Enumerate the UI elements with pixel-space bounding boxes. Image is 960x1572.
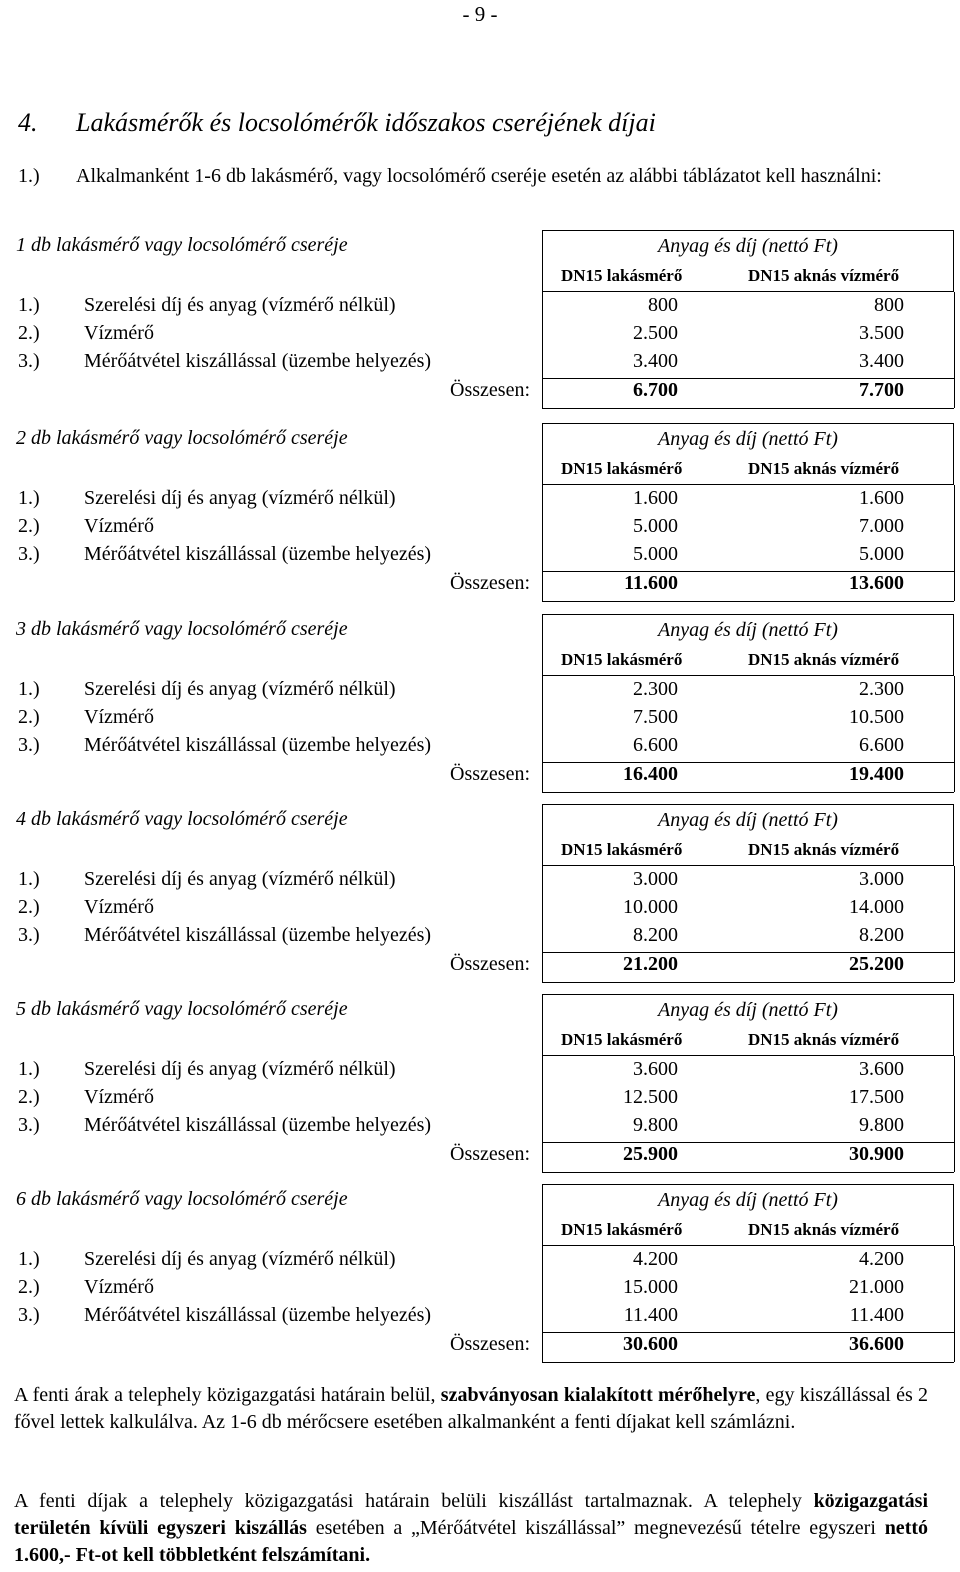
group-header: Anyag és díj (nettó Ft) [658,809,838,831]
table-header-box [542,423,954,485]
value-lakasmero: 15.000 [623,1276,678,1298]
table-row [12,1114,956,1142]
section-title: Lakásmérők és locsolómérők időszakos cseréjének díjai [76,108,656,137]
value-lakasmero: 2.300 [633,678,678,700]
table-header-box [542,230,954,292]
value-aknas-vizmero: 11.400 [849,1304,904,1326]
total-label: Összesen: [450,572,530,594]
col-header-aknas-vizmero: DN15 aknás vízmérő [748,459,900,478]
row-label: Szerelési díj és anyag (vízmérő nélkül) [84,487,396,509]
col-header-aknas-vizmero: DN15 aknás vízmérő [748,1220,900,1239]
group-header: Anyag és díj (nettó Ft) [658,1189,838,1211]
value-lakasmero: 5.000 [633,515,678,537]
row-label: Vízmérő [84,1276,154,1298]
col-header-aknas-vizmero: DN15 aknás vízmérő [748,840,900,859]
total-row [12,763,956,791]
price-table-1 [12,230,956,410]
value-lakasmero: 5.000 [633,543,678,565]
row-label: Szerelési díj és anyag (vízmérő nélkül) [84,294,396,316]
value-aknas-vizmero: 7.000 [859,515,904,537]
row-number: 3.) [18,924,40,946]
total-aknas-vizmero: 30.900 [849,1143,904,1165]
note2-text-c: esetében a „Mérőátvétel kiszállással” megnevezésű tételre egyszeri [306,1517,885,1539]
value-aknas-vizmero: 3.500 [859,322,904,344]
col-header-lakasmero: DN15 lakásmérő [561,266,683,285]
col-header-aknas-vizmero: DN15 aknás vízmérő [748,1030,900,1049]
table-row [12,1304,956,1332]
table-row [12,678,956,706]
price-table-5 [12,994,956,1174]
value-aknas-vizmero: 8.200 [859,924,904,946]
row-number: 2.) [18,322,40,344]
price-table-6 [12,1184,956,1364]
value-aknas-vizmero: 21.000 [849,1276,904,1298]
col-header-lakasmero: DN15 lakásmérő [561,650,683,669]
row-label: Vízmérő [84,1086,154,1108]
price-table-2 [12,423,956,603]
group-header: Anyag és díj (nettó Ft) [658,999,838,1021]
table-title: 4 db lakásmérő vagy locsolómérő cseréje [16,808,348,830]
row-label: Vízmérő [84,706,154,728]
table-header-box [542,1184,954,1246]
total-aknas-vizmero: 36.600 [849,1333,904,1355]
price-table-4 [12,804,956,984]
col-header-lakasmero: DN15 lakásmérő [561,1030,683,1049]
table-row [12,1086,956,1114]
row-label: Mérőátvétel kiszállással (üzembe helyezés) [84,1114,432,1136]
total-bottom-border [542,982,954,983]
table-row [12,515,956,543]
row-label: Vízmérő [84,515,154,537]
value-lakasmero: 10.000 [623,896,678,918]
table-row [12,924,956,952]
value-aknas-vizmero: 2.300 [859,678,904,700]
value-lakasmero: 8.200 [633,924,678,946]
value-aknas-vizmero: 14.000 [849,896,904,918]
intro-number: 1.) [18,165,40,187]
row-number: 1.) [18,487,40,509]
note1-text-a: A fenti árak a telephely közigazgatási határain belül, [14,1384,441,1406]
row-label: Mérőátvétel kiszállással (üzembe helyezés) [84,1304,432,1326]
total-label: Összesen: [450,1333,530,1355]
row-number: 2.) [18,706,40,728]
value-lakasmero: 3.600 [633,1058,678,1080]
value-lakasmero: 3.400 [633,350,678,372]
table-title: 6 db lakásmérő vagy locsolómérő cseréje [16,1188,348,1210]
page-number: - 9 - [462,2,498,26]
table-row [12,487,956,515]
value-lakasmero: 11.400 [623,1304,678,1326]
note2-emphasis-2: nettó 1.600,- Ft-ot kell többletként felszámítani. [14,1517,929,1566]
total-lakasmero: 6.700 [633,379,678,401]
group-header: Anyag és díj (nettó Ft) [658,235,838,257]
section-heading [18,108,656,138]
row-label: Mérőátvétel kiszállással (üzembe helyezés) [84,543,432,565]
total-row [12,1333,956,1361]
row-number: 1.) [18,294,40,316]
value-lakasmero: 1.600 [633,487,678,509]
price-table-3 [12,614,956,794]
value-lakasmero: 3.000 [633,868,678,890]
total-aknas-vizmero: 19.400 [849,763,904,785]
row-number: 3.) [18,1304,40,1326]
note1-text-c: , egy kiszállással és 2 fővel lettek kalkulálva. Az 1-6 db mérőcsere esetében alkalmanként a fenti díjakat kell számlázni. [14,1384,928,1433]
group-header: Anyag és díj (nettó Ft) [658,619,838,641]
value-lakasmero: 2.500 [633,322,678,344]
table-header-box [542,804,954,866]
total-row [12,1143,956,1171]
value-lakasmero: 7.500 [633,706,678,728]
note1-emphasis: szabványosan kialakított mérőhelyre [440,1384,756,1406]
table-row [12,294,956,322]
table-row [12,543,956,571]
table-row [12,896,956,924]
value-aknas-vizmero: 3.600 [859,1058,904,1080]
total-label: Összesen: [450,763,530,785]
table-title: 3 db lakásmérő vagy locsolómérő cseréje [16,618,348,640]
total-bottom-border [542,792,954,793]
table-title: 1 db lakásmérő vagy locsolómérő cseréje [16,234,348,256]
table-title: 5 db lakásmérő vagy locsolómérő cseréje [16,998,348,1020]
col-header-aknas-vizmero: DN15 aknás vízmérő [748,266,900,285]
row-number: 2.) [18,1086,40,1108]
table-header-box [542,994,954,1056]
value-aknas-vizmero: 4.200 [859,1248,904,1270]
row-label: Mérőátvétel kiszállással (üzembe helyezés) [84,350,432,372]
table-title: 2 db lakásmérő vagy locsolómérő cseréje [16,427,348,449]
row-label: Szerelési díj és anyag (vízmérő nélkül) [84,1248,396,1270]
table-header-box [542,614,954,676]
col-header-lakasmero: DN15 lakásmérő [561,459,683,478]
row-label: Szerelési díj és anyag (vízmérő nélkül) [84,868,396,890]
table-row [12,1248,956,1276]
value-aknas-vizmero: 1.600 [859,487,904,509]
row-label: Szerelési díj és anyag (vízmérő nélkül) [84,678,396,700]
table-row [12,1058,956,1086]
total-lakasmero: 25.900 [623,1143,678,1165]
total-lakasmero: 30.600 [623,1333,678,1355]
total-row [12,379,956,407]
total-row [12,953,956,981]
total-lakasmero: 21.200 [623,953,678,975]
row-label: Vízmérő [84,896,154,918]
value-aknas-vizmero: 9.800 [859,1114,904,1136]
value-lakasmero: 6.600 [633,734,678,756]
row-label: Szerelési díj és anyag (vízmérő nélkül) [84,1058,396,1080]
total-aknas-vizmero: 13.600 [849,572,904,594]
value-aknas-vizmero: 3.000 [859,868,904,890]
col-header-lakasmero: DN15 lakásmérő [561,1220,683,1239]
value-aknas-vizmero: 800 [874,294,904,316]
value-aknas-vizmero: 3.400 [859,350,904,372]
table-row [12,706,956,734]
total-bottom-border [542,408,954,409]
total-label: Összesen: [450,953,530,975]
row-number: 3.) [18,734,40,756]
note2-emphasis-1: közigazgatási területén kívüli egyszeri kiszállás [14,1490,928,1539]
total-label: Összesen: [450,1143,530,1165]
section-number: 4. [18,108,38,137]
col-header-lakasmero: DN15 lakásmérő [561,840,683,859]
value-lakasmero: 9.800 [633,1114,678,1136]
value-lakasmero: 12.500 [623,1086,678,1108]
table-row [12,350,956,378]
total-bottom-border [542,601,954,602]
value-aknas-vizmero: 10.500 [849,706,904,728]
group-header: Anyag és díj (nettó Ft) [658,428,838,450]
total-lakasmero: 16.400 [623,763,678,785]
note2-text-a: A fenti díjak a telephely közigazgatási határain belüli kiszállást tartalmaznak. A telephely [14,1490,814,1512]
value-lakasmero: 800 [648,294,678,316]
value-aknas-vizmero: 17.500 [849,1086,904,1108]
total-row [12,572,956,600]
intro-paragraph [18,162,938,190]
row-number: 3.) [18,543,40,565]
row-number: 3.) [18,350,40,372]
row-label: Vízmérő [84,322,154,344]
row-label: Mérőátvétel kiszállással (üzembe helyezés) [84,734,432,756]
row-number: 1.) [18,1058,40,1080]
note-paragraph-1 [14,1382,928,1436]
intro-text: Alkalmanként 1-6 db lakásmérő, vagy locsolómérő cseréje esetén az alábbi táblázatot kell használni: [76,165,882,187]
total-aknas-vizmero: 7.700 [859,379,904,401]
table-row [12,868,956,896]
total-bottom-border [542,1362,954,1363]
row-number: 2.) [18,515,40,537]
row-number: 1.) [18,678,40,700]
value-aknas-vizmero: 5.000 [859,543,904,565]
value-aknas-vizmero: 6.600 [859,734,904,756]
note-paragraph-2 [14,1488,928,1569]
row-number: 2.) [18,896,40,918]
row-number: 2.) [18,1276,40,1298]
table-row [12,1276,956,1304]
table-row [12,734,956,762]
total-label: Összesen: [450,379,530,401]
row-label: Mérőátvétel kiszállással (üzembe helyezés) [84,924,432,946]
col-header-aknas-vizmero: DN15 aknás vízmérő [748,650,900,669]
total-lakasmero: 11.600 [624,572,678,594]
table-row [12,322,956,350]
row-number: 1.) [18,868,40,890]
total-aknas-vizmero: 25.200 [849,953,904,975]
row-number: 1.) [18,1248,40,1270]
value-lakasmero: 4.200 [633,1248,678,1270]
total-bottom-border [542,1172,954,1173]
row-number: 3.) [18,1114,40,1136]
